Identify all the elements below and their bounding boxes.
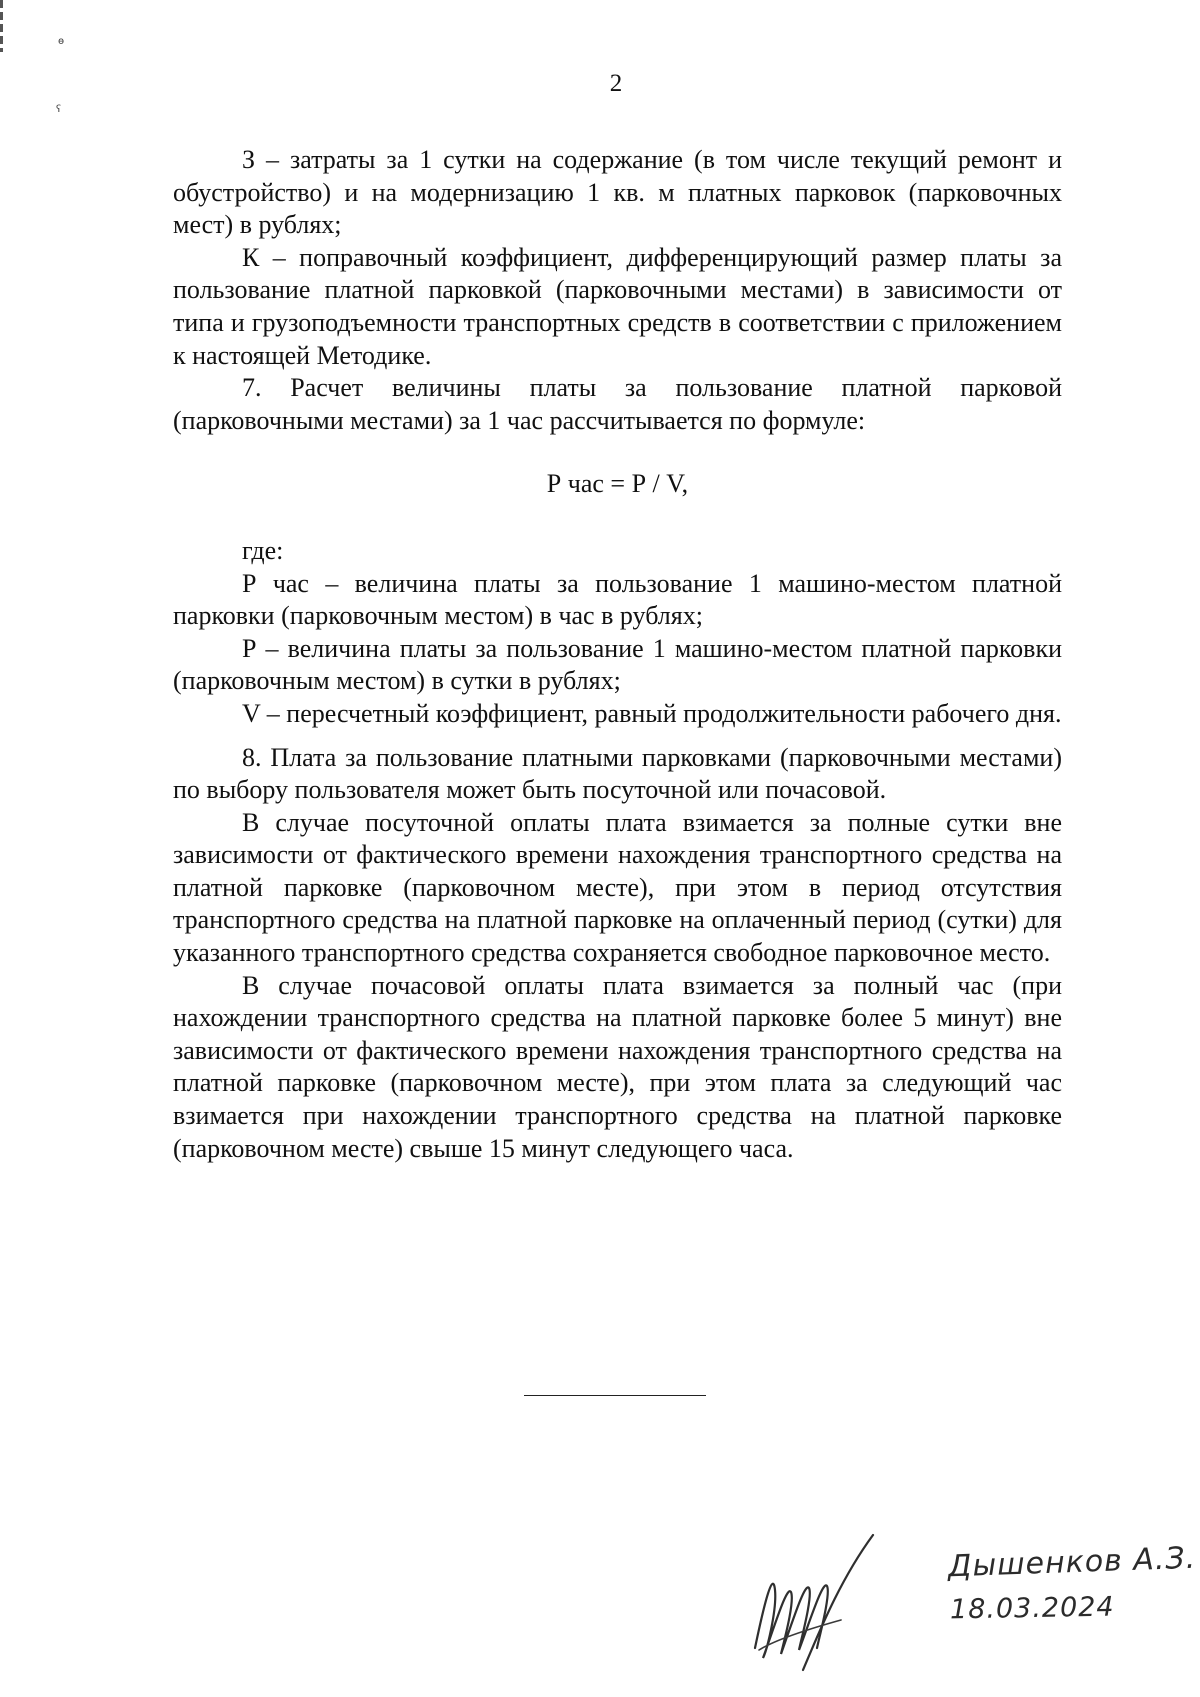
where-label: где:: [242, 535, 284, 565]
handwritten-date: 18.03.2024: [949, 1591, 1115, 1626]
handwritten-approval-note: [930, 1540, 1197, 1665]
document-body: [173, 144, 1062, 1165]
margin-dot-mark: ɵ: [58, 36, 65, 47]
paragraph-z-definition: З – затраты за 1 сутки на содержание (в том числе текущий ремонт и обустройство) и на модернизацию 1 кв. м платных парковок (парковочных мест) в рублях;: [173, 145, 1062, 240]
paragraph-daily-payment: В случае посуточной оплаты плата взимается за полные сутки вне зависимости от фактического времени нахождения транспортного средства на платной парковке (парковочном месте), при этом в период отсутствия транспортного средства на платной парковке на оплаченный период (сутки) для указанного транспортного средства сохраняется свободное парковочное место.: [173, 807, 1062, 968]
paragraph-7: 7. Расчет величины платы за пользование платной парковой (парковочными местами) за 1 час рассчитывается по формуле:: [173, 373, 1062, 435]
definition-p-day: Р – величина платы за пользование 1 машино-местом платной парковки (парковочным местом) в сутки в рублях;: [173, 633, 1062, 696]
definition-v: V – пересчетный коэффициент, равный продолжительности рабочего дня.: [242, 698, 1062, 728]
paragraph-k-definition: К – поправочный коэффициент, дифференцирующий размер платы за пользование платной парковкой (парковочными местами) в зависимости от типа и грузоподъемности транспортных средств в соответствии с приложением к настоящей Методике.: [173, 242, 1062, 370]
page-number: 2: [609, 70, 623, 97]
signature: [745, 1530, 905, 1675]
definition-p-hour: Р час – величина платы за пользование 1 машино-местом платной парковки (парковочным местом) в час в рублях;: [173, 568, 1062, 631]
paragraph-8: 8. Плата за пользование платными парковками (парковочными местами) по выбору пользователя может быть посуточной или почасовой.: [173, 742, 1062, 805]
handwritten-name: Дышенков А.З.: [947, 1540, 1197, 1585]
end-separator-line: [524, 1395, 706, 1396]
scan-edge-mark: [0, 0, 3, 52]
formula: Р час = Р / V,: [546, 469, 689, 499]
margin-dot-mark: ʕ: [56, 104, 62, 115]
paragraph-hourly-payment: В случае почасовой оплаты плата взимается за полный час (при нахождении транспортного средства на платной парковке более 5 минут) вне зависимости от фактического времени нахождения транспортного средства на платной парковке (парковочном месте), при этом плата за следующий час взимается при нахождении транспортного средства на платной парковке (парковочном месте) свыше 15 минут следующего часа.: [173, 970, 1062, 1163]
